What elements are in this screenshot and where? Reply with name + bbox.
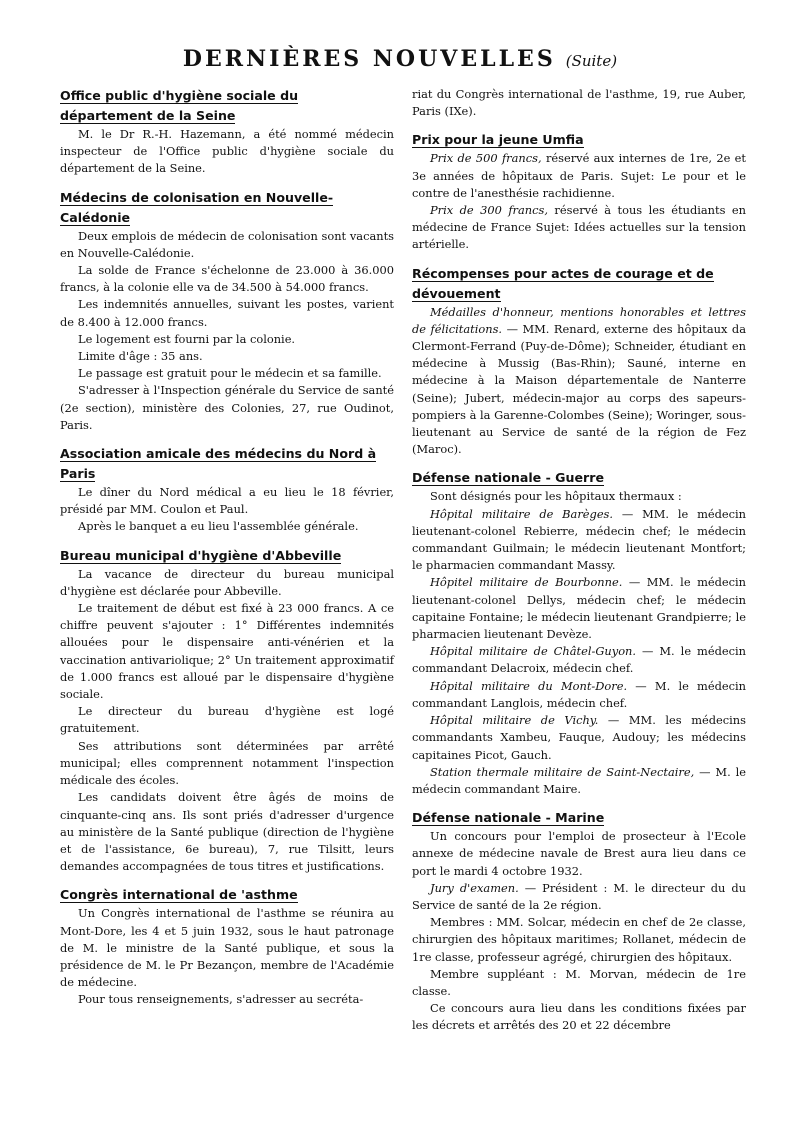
paragraph: La solde de France s'échelonne de 23.000 à 36.000 francs, à la colonie elle va de 34.500 à 54.000 francs.: [60, 263, 394, 295]
page-header: [0, 46, 800, 72]
paragraph: Deux emplois de médecin de colonisation sont vacants en Nouvelle-Calédonie.: [60, 228, 394, 260]
paragraph: Ce concours aura lieu dans les conditions fixées par les décrets et arrêtés des 20 et 22 décembre: [412, 1001, 746, 1033]
paragraph: La vacance de directeur du bureau municipal d'hygiène est déclarée pour Abbeville.: [60, 566, 394, 598]
section-title-prix-umfia: Prix pour la jeune Umfia: [412, 132, 584, 148]
paragraph: Prix de 300 francs, réservé à tous les étudiants en médecine de France Sujet: Idées actuelles sur la tension artérielle.: [412, 203, 746, 252]
left-column: [60, 86, 394, 1009]
section-title-defense-guerre: Défense nationale - Guerre: [412, 470, 604, 486]
page-title: DERNIÈRES NOUVELLES: [182, 46, 556, 72]
paragraph: Le logement est fourni par la colonie.: [78, 331, 296, 346]
paragraph: Pour tous renseignements, s'adresser au secréta-: [78, 992, 364, 1007]
section-title-recompenses: Récompenses pour actes de courage et de dévouement: [412, 265, 714, 301]
paragraph: Station thermale militaire de Saint-Nectaire, — M. le médecin commandant Maire.: [412, 764, 747, 796]
section-title-congres-asthme: Congrès international de 'asthme: [60, 887, 298, 903]
section-title-bureau-abbeville: Bureau municipal d'hygiène d'Abbeville: [60, 547, 342, 563]
paragraph: Membre suppléant : M. Morvan, médecin de 1re classe.: [412, 966, 746, 998]
paragraph: Le passage est gratuit pour le médecin et sa famille.: [78, 366, 382, 381]
paragraph: M. le Dr R.-H. Hazemann, a été nommé médecin inspecteur de l'Office public d'hygiène sociale du département de la Seine.: [60, 127, 394, 176]
paragraph: Médailles d'honneur, mentions honorables et lettres de félicitations. — MM. Renard, externe des hôpitaux da Clermont-Ferrand (Puy-de-Dôme); Schneider, étudiant en médecine à Mussig (Bas-Rhin); Sauné, interne en médecine à la Maison départementale de Nanterre (Seine); Jubert, médecin-major au corps des sapeurs-pompiers à la Garenne-Colombes (Seine); Woringer, sous-lieutenant au Service de santé de la région de Fez (Maroc).: [412, 304, 746, 457]
paragraph: Sont désignés pour les hôpitaux thermaux :: [430, 489, 682, 504]
paragraph: Les candidats doivent être âgés de moins de cinquante-cinq ans. Ils sont priés d'adresser d'urgence au ministère de la Santé publique (direction de l'hygiène et de l'assistance, 6e bureau), 7, rue Tilsitt, leurs demandes accompagnées de tous titres et justifications.: [60, 790, 394, 874]
paragraph: S'adresser à l'Inspection générale du Service de santé (2e section), ministère des Colonies, 27, rue Oudinot, Paris.: [60, 383, 394, 432]
right-column: [412, 86, 746, 1035]
section-title-office-hygiene: Office public d'hygiène sociale du département de la Seine: [60, 88, 299, 123]
paragraph: Jury d'examen. — Président : M. le directeur du du Service de santé de la 2e région.: [412, 880, 746, 912]
section-title-defense-marine: Défense nationale - Marine: [412, 810, 605, 826]
paragraph: Un concours pour l'emploi de prosecteur à l'Ecole annexe de médecine navale de Brest aura lieu dans ce port le mardi 4 octobre 1932.: [412, 829, 746, 878]
paragraph: Hôpitel militaire de Bourbonne. — MM. le médecin lieutenant-colonel Dellys, médecin chef; le médecin capitaine Fontaine; le médecin lieutenant Grandpierre; le pharmacien lieutenant Devèze.: [412, 575, 746, 642]
paragraph: Prix de 500 francs, réservé aux internes de 1re, 2e et 3e années de hôpitaux de Paris. Sujet: Le pour et le contre de l'anesthésie rachidienne.: [412, 151, 746, 200]
paragraph: Membres : MM. Solcar, médecin en chef de 2e classe, chirurgien des hôpitaux maritimes; Rollanet, médecin de 1re classe, professeur agrégé, chirurgien des hôpitaux.: [412, 915, 746, 964]
paragraph: Ses attributions sont déterminées par arrêté municipal; elles comprennent notamment l'inspection médicale des écoles.: [60, 738, 394, 788]
paragraph: Hôpital militaire de Barèges. — MM. le médecin lieutenant-colonel Rebierre, médecin chef; le médecin commandant Guilmain; le médecin lieutenant Montfort; le pharmacien commandant Massy.: [412, 506, 746, 573]
paragraph: Hôpital militaire de Châtel-Guyon. — M. le médecin commandant Delacroix, médecin chef.: [412, 644, 746, 676]
paragraph: Après le banquet a eu lieu l'assemblée générale.: [78, 519, 359, 534]
section-title-association-nord: Association amicale des médecins du Nord à Paris: [60, 446, 377, 482]
paragraph: Un Congrès international de l'asthme se réunira au Mont-Dore, les 4 et 5 juin 1932, sous le haut patronage de M. le ministre de la Santé publique, et sous la présidence de M. le Pr Bezançon, membre de l'Académie de médecine.: [60, 906, 394, 990]
paragraph: Hôpital militaire de Vichy. — MM. les médecins commandants Xambeu, Fauque, Audouy; les médecins capitaines Picot, Gauch.: [412, 713, 746, 762]
section-title-medecins-colonisation: Médecins de colonisation en Nouvelle-Calédonie: [60, 189, 334, 225]
paragraph: Hôpital militaire du Mont-Dore. — M. le médecin commandant Langlois, médecin chef.: [412, 678, 746, 710]
paragraph: Le directeur du bureau d'hygiène est logé gratuitement.: [60, 704, 394, 736]
paragraph: Le traitement de début est fixé à 23 000 francs. A ce chiffre peuvent s'ajouter : 1° Différentes indemnités allouées pour le dispensaire anti-vénérien et la vaccination antivariolique; 2° Un traitement approximatif de 1.000 francs est alloué par le dispensaire d'hygiène sociale.: [60, 601, 394, 702]
paragraph-continuation: riat du Congrès international de l'asthme, 19, rue Auber, Paris (IXe).: [412, 87, 746, 119]
paragraph: Le dîner du Nord médical a eu lieu le 18 février, présidé par MM. Coulon et Paul.: [60, 485, 394, 517]
page-title-suite: (Suite): [565, 52, 618, 70]
paragraph: Limite d'âge : 35 ans.: [78, 349, 203, 364]
paragraph: Les indemnités annuelles, suivant les postes, varient de 8.400 à 12.000 francs.: [60, 297, 394, 329]
